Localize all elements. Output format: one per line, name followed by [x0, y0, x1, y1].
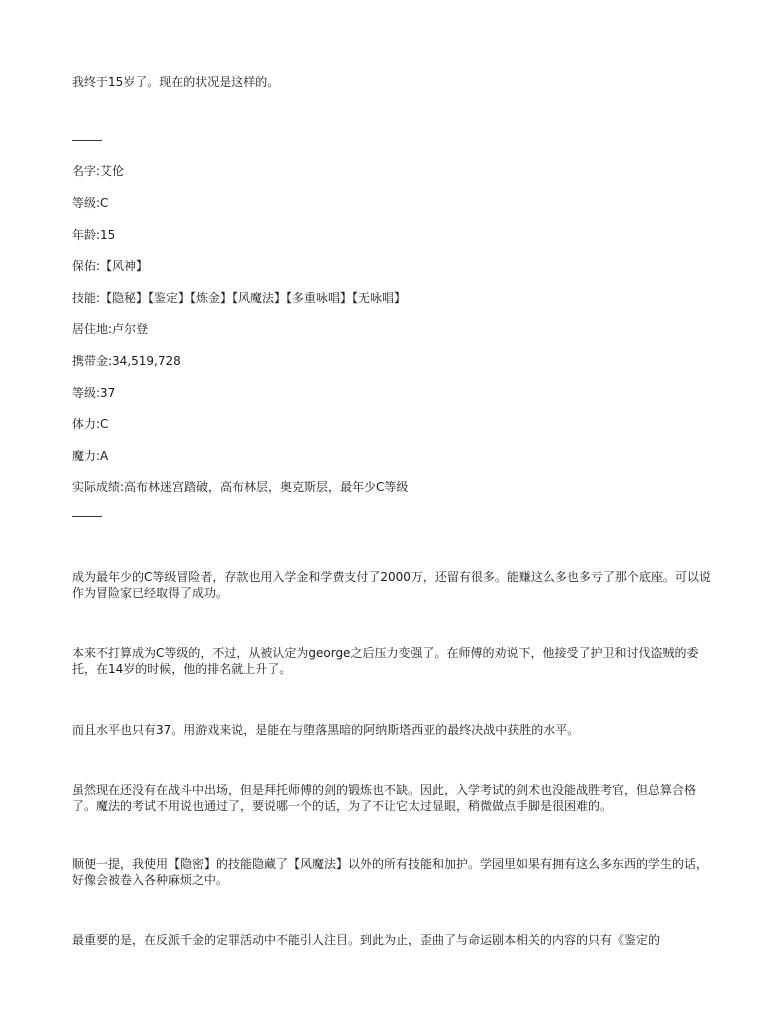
paragraph: 最重要的是，在反派千金的定罪活动中不能引人注目。到此为止，歪曲了与命运剧本相关的内容的只有《鉴定的	[72, 933, 661, 947]
status-level: 等级:37	[72, 386, 116, 400]
section-divider-top	[72, 140, 102, 141]
status-residence: 居住地:卢尔登	[72, 322, 149, 336]
status-stamina: 体力:C	[72, 417, 109, 431]
paragraph: 虽然现在还没有在战斗中出场，但是拜托师傅的剑的锻炼也不缺。因此，入学考试的剑术也没能战胜考官，但总算合格了。魔法的考试不用说也通过了，要说哪一个的话，为了不让它太过显眼，稍微做点手脚是很困难的。	[72, 783, 697, 813]
status-money: 携带金:34,519,728	[72, 354, 181, 368]
status-skills: 技能:【隐秘】【鉴定】【炼金】【风魔法】【多重咏唱】【无咏唱】	[72, 291, 407, 305]
intro-text: 我终于15岁了。现在的状况是这样的。	[72, 75, 280, 89]
section-divider-bottom	[72, 516, 102, 517]
status-age: 年龄:15	[72, 228, 116, 242]
paragraph: 成为最年少的C等级冒险者，存款也用入学金和学费支付了2000万，还留有很多。能赚这么多也多亏了那个底座。可以说作为冒险家已经取得了成功。	[72, 570, 711, 600]
status-blessing: 保佑:【风神】	[72, 259, 149, 273]
paragraph: 本来不打算成为C等级的，不过，从被认定为george之后压力变强了。在师傅的劝说下，他接受了护卫和讨伐盗贼的委托，在14岁的时候，他的排名就上升了。	[72, 646, 699, 676]
status-magic: 魔力:A	[72, 449, 109, 463]
paragraph: 而且水平也只有37。用游戏来说，是能在与堕落黑暗的阿纳斯塔西亚的最终决战中获胜的水平。	[72, 723, 580, 737]
status-name: 名字:艾伦	[72, 164, 125, 178]
status-rank: 等级:C	[72, 196, 109, 210]
paragraph: 顺便一提，我使用【隐密】的技能隐藏了【风魔法】以外的所有技能和加护。学园里如果有拥有这么多东西的学生的话，好像会被卷入各种麻烦之中。	[72, 857, 709, 887]
status-achievements: 实际成绩:高布林迷宫踏破，高布林层，奥克斯层，最年少C等级	[72, 480, 409, 494]
